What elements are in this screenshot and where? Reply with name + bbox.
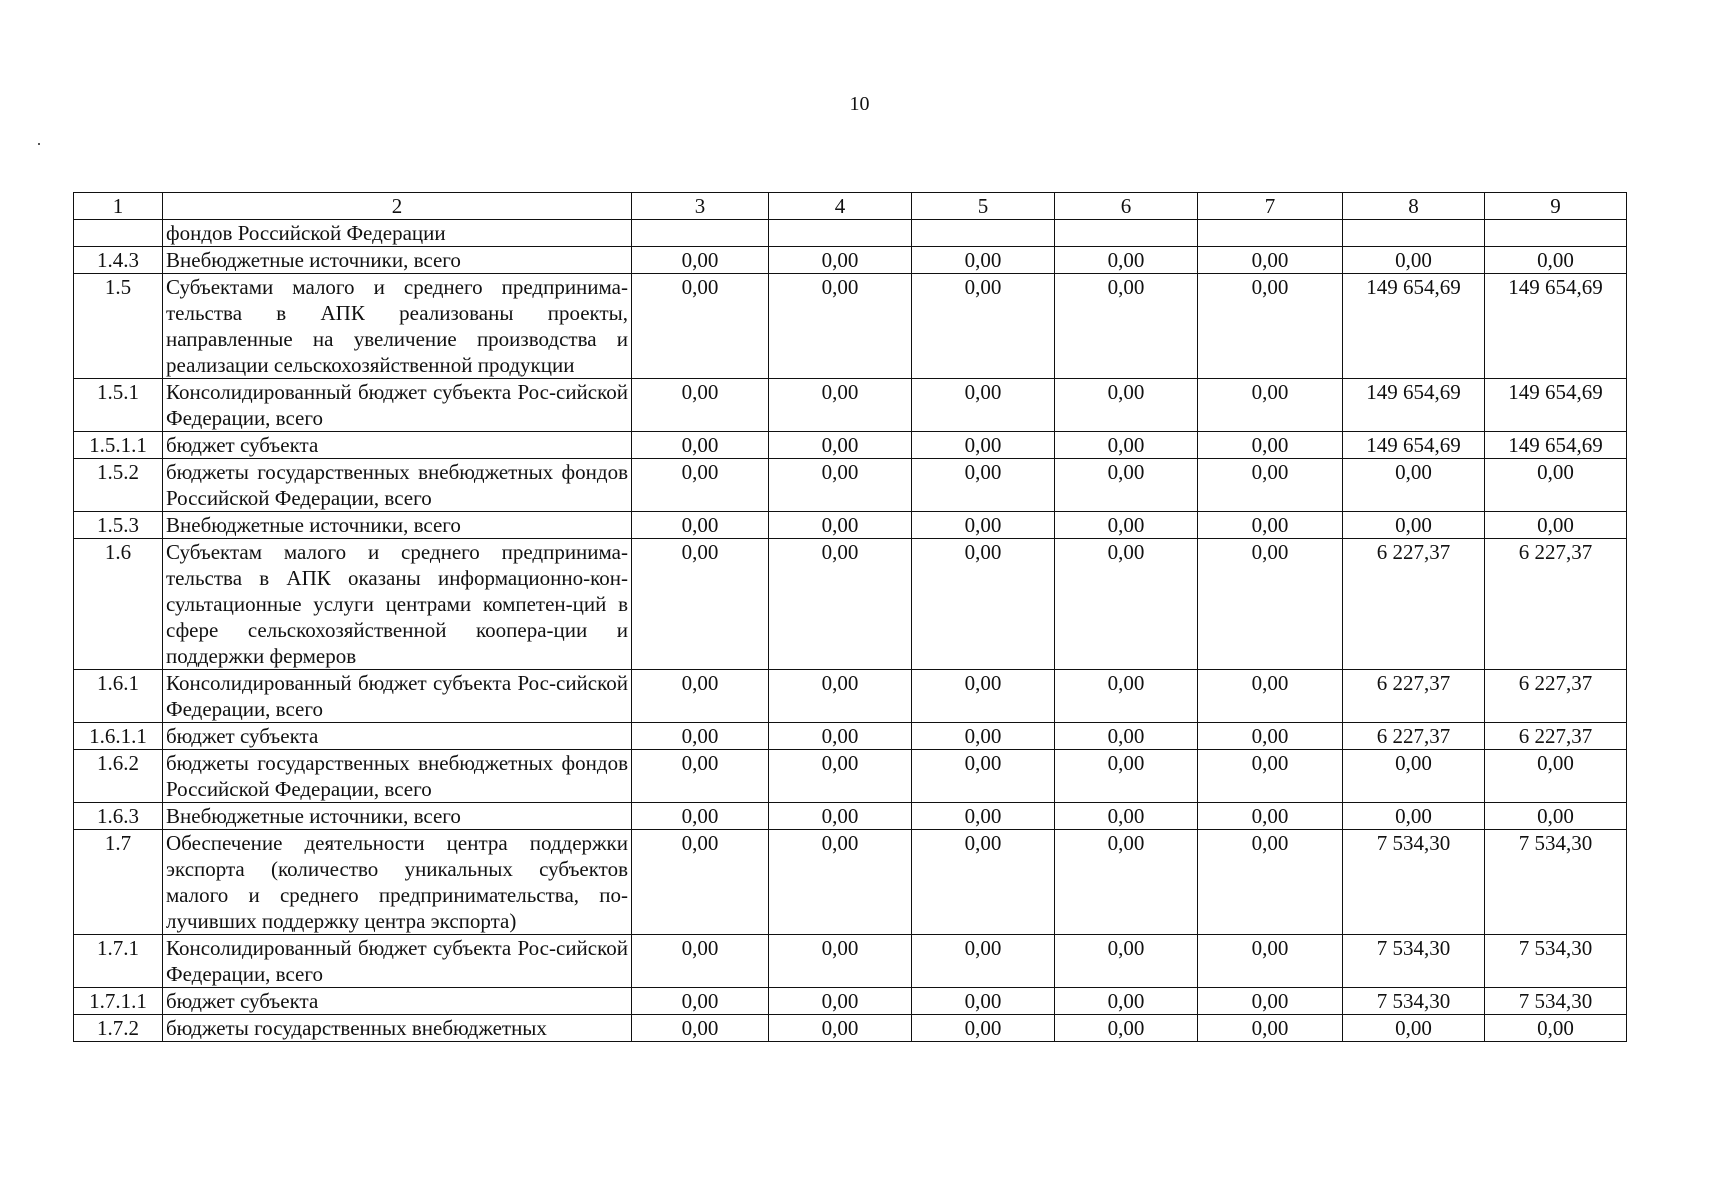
table-row [74, 830, 1627, 935]
value-cell: 0,00 [1485, 1015, 1627, 1042]
value-cell: 0,00 [1055, 459, 1198, 512]
page-number: 10 [849, 93, 870, 115]
value-cell: 6 227,37 [1343, 723, 1485, 750]
table-body [74, 193, 1627, 1042]
value-cell: 6 227,37 [1485, 539, 1627, 670]
row-description: Внебюджетные источники, всего [163, 512, 632, 539]
row-description: Обеспечение деятельности центра поддержки экспорта (количество уникальных субъектов малого и среднего предпринимательства, по-лучивших поддержку центра экспорта) [163, 830, 632, 935]
value-cell: 0,00 [769, 432, 912, 459]
column-header: 8 [1343, 193, 1485, 220]
value-cell: 0,00 [912, 723, 1055, 750]
value-cell: 0,00 [1198, 750, 1343, 803]
value-cell: 0,00 [1485, 512, 1627, 539]
value-cell: 0,00 [632, 512, 769, 539]
row-description: бюджеты государственных внебюджетных фондов Российской Федерации, всего [163, 750, 632, 803]
value-cell: 7 534,30 [1343, 935, 1485, 988]
value-cell: 0,00 [632, 723, 769, 750]
value-cell: 0,00 [1343, 1015, 1485, 1042]
value-cell: 0,00 [769, 670, 912, 723]
value-cell: 0,00 [1055, 750, 1198, 803]
column-header: 4 [769, 193, 912, 220]
value-cell [1485, 220, 1627, 247]
value-cell: 149 654,69 [1343, 274, 1485, 379]
value-cell: 0,00 [1198, 512, 1343, 539]
value-cell: 0,00 [1198, 539, 1343, 670]
value-cell: 0,00 [912, 670, 1055, 723]
value-cell: 0,00 [1055, 723, 1198, 750]
value-cell: 0,00 [1198, 247, 1343, 274]
row-description: бюджет субъекта [163, 432, 632, 459]
value-cell [912, 220, 1055, 247]
row-number: 1.6.1.1 [74, 723, 163, 750]
budget-table [73, 192, 1627, 1042]
value-cell [1198, 220, 1343, 247]
value-cell: 0,00 [912, 247, 1055, 274]
value-cell: 0,00 [769, 539, 912, 670]
value-cell: 0,00 [632, 274, 769, 379]
value-cell: 0,00 [769, 247, 912, 274]
value-cell: 149 654,69 [1485, 432, 1627, 459]
value-cell: 7 534,30 [1343, 830, 1485, 935]
value-cell: 0,00 [912, 988, 1055, 1015]
value-cell: 0,00 [912, 750, 1055, 803]
header-row [74, 193, 1627, 220]
value-cell: 0,00 [1055, 379, 1198, 432]
value-cell: 149 654,69 [1485, 379, 1627, 432]
value-cell: 7 534,30 [1343, 988, 1485, 1015]
value-cell: 0,00 [632, 750, 769, 803]
row-number: 1.6.1 [74, 670, 163, 723]
value-cell: 0,00 [1485, 459, 1627, 512]
value-cell: 0,00 [912, 935, 1055, 988]
value-cell: 0,00 [912, 803, 1055, 830]
value-cell: 0,00 [1055, 935, 1198, 988]
value-cell: 0,00 [632, 379, 769, 432]
value-cell: 0,00 [1055, 670, 1198, 723]
row-description: бюджет субъекта [163, 723, 632, 750]
table-row [74, 1015, 1627, 1042]
row-description: Внебюджетные источники, всего [163, 803, 632, 830]
value-cell: 0,00 [1343, 247, 1485, 274]
table-row [74, 750, 1627, 803]
value-cell: 0,00 [769, 935, 912, 988]
table-row [74, 988, 1627, 1015]
value-cell: 7 534,30 [1485, 935, 1627, 988]
value-cell: 6 227,37 [1485, 723, 1627, 750]
row-number: 1.5.1.1 [74, 432, 163, 459]
row-description: Консолидированный бюджет субъекта Рос-сийской Федерации, всего [163, 935, 632, 988]
value-cell: 0,00 [1198, 803, 1343, 830]
row-number: 1.4.3 [74, 247, 163, 274]
value-cell: 0,00 [769, 274, 912, 379]
value-cell: 0,00 [632, 670, 769, 723]
value-cell: 0,00 [769, 803, 912, 830]
table-row [74, 379, 1627, 432]
value-cell: 6 227,37 [1343, 539, 1485, 670]
table-row [74, 539, 1627, 670]
row-description: фондов Российской Федерации [163, 220, 632, 247]
value-cell: 0,00 [632, 459, 769, 512]
value-cell: 0,00 [1198, 830, 1343, 935]
row-number: 1.6.3 [74, 803, 163, 830]
value-cell: 0,00 [632, 1015, 769, 1042]
column-header: 3 [632, 193, 769, 220]
value-cell: 0,00 [1198, 432, 1343, 459]
value-cell: 0,00 [769, 723, 912, 750]
row-number: 1.5.1 [74, 379, 163, 432]
value-cell: 0,00 [1055, 432, 1198, 459]
value-cell: 0,00 [1343, 803, 1485, 830]
value-cell: 0,00 [1198, 1015, 1343, 1042]
row-description: бюджеты государственных внебюджетных [163, 1015, 632, 1042]
scan-speck [38, 143, 40, 145]
value-cell: 0,00 [1055, 1015, 1198, 1042]
value-cell: 0,00 [912, 379, 1055, 432]
value-cell: 7 534,30 [1485, 830, 1627, 935]
column-header: 6 [1055, 193, 1198, 220]
column-header: 7 [1198, 193, 1343, 220]
value-cell: 0,00 [1343, 512, 1485, 539]
value-cell: 0,00 [1198, 459, 1343, 512]
value-cell: 149 654,69 [1343, 432, 1485, 459]
table-row [74, 459, 1627, 512]
value-cell: 0,00 [1055, 803, 1198, 830]
table-row [74, 247, 1627, 274]
value-cell [632, 220, 769, 247]
value-cell: 0,00 [1485, 247, 1627, 274]
table-row [74, 432, 1627, 459]
value-cell: 0,00 [1055, 247, 1198, 274]
value-cell: 0,00 [632, 803, 769, 830]
value-cell: 0,00 [769, 750, 912, 803]
row-description: Субъектами малого и среднего предпринима-тельства в АПК реализованы проекты, направленные на увеличение производства и реализации сельскохозяйственной продукции [163, 274, 632, 379]
value-cell: 0,00 [632, 247, 769, 274]
column-header: 2 [163, 193, 632, 220]
value-cell: 0,00 [769, 512, 912, 539]
value-cell: 0,00 [1198, 988, 1343, 1015]
value-cell: 0,00 [769, 1015, 912, 1042]
value-cell: 0,00 [1343, 459, 1485, 512]
column-header: 9 [1485, 193, 1627, 220]
value-cell: 6 227,37 [1485, 670, 1627, 723]
row-number: 1.7.2 [74, 1015, 163, 1042]
value-cell: 0,00 [632, 539, 769, 670]
value-cell: 0,00 [632, 935, 769, 988]
row-number [74, 220, 163, 247]
value-cell: 0,00 [1055, 274, 1198, 379]
value-cell: 0,00 [632, 988, 769, 1015]
value-cell: 0,00 [1485, 803, 1627, 830]
value-cell: 0,00 [769, 830, 912, 935]
row-number: 1.7 [74, 830, 163, 935]
value-cell: 0,00 [912, 459, 1055, 512]
value-cell: 0,00 [1485, 750, 1627, 803]
table-row [74, 274, 1627, 379]
row-number: 1.5.3 [74, 512, 163, 539]
value-cell: 0,00 [912, 539, 1055, 670]
row-number: 1.5.2 [74, 459, 163, 512]
value-cell: 0,00 [632, 432, 769, 459]
value-cell: 0,00 [912, 274, 1055, 379]
row-description: Консолидированный бюджет субъекта Рос-сийской Федерации, всего [163, 379, 632, 432]
value-cell: 0,00 [1198, 935, 1343, 988]
value-cell: 0,00 [769, 379, 912, 432]
row-number: 1.5 [74, 274, 163, 379]
value-cell: 0,00 [769, 988, 912, 1015]
value-cell: 0,00 [1198, 670, 1343, 723]
value-cell: 0,00 [912, 512, 1055, 539]
value-cell: 0,00 [1055, 830, 1198, 935]
value-cell: 0,00 [912, 432, 1055, 459]
value-cell [1055, 220, 1198, 247]
value-cell: 6 227,37 [1343, 670, 1485, 723]
row-description: бюджет субъекта [163, 988, 632, 1015]
column-header: 5 [912, 193, 1055, 220]
table-row [74, 220, 1627, 247]
value-cell [769, 220, 912, 247]
value-cell: 0,00 [1055, 539, 1198, 670]
value-cell: 149 654,69 [1343, 379, 1485, 432]
column-header: 1 [74, 193, 163, 220]
row-description: Консолидированный бюджет субъекта Рос-сийской Федерации, всего [163, 670, 632, 723]
value-cell: 0,00 [769, 459, 912, 512]
value-cell: 0,00 [1198, 274, 1343, 379]
table-row [74, 803, 1627, 830]
value-cell: 0,00 [912, 830, 1055, 935]
table-row [74, 723, 1627, 750]
value-cell: 149 654,69 [1485, 274, 1627, 379]
table-row [74, 670, 1627, 723]
row-number: 1.6 [74, 539, 163, 670]
row-number: 1.7.1 [74, 935, 163, 988]
value-cell: 0,00 [1198, 723, 1343, 750]
value-cell [1343, 220, 1485, 247]
table-row [74, 512, 1627, 539]
row-number: 1.6.2 [74, 750, 163, 803]
row-number: 1.7.1.1 [74, 988, 163, 1015]
value-cell: 0,00 [1055, 512, 1198, 539]
value-cell: 0,00 [912, 1015, 1055, 1042]
row-description: Внебюджетные источники, всего [163, 247, 632, 274]
value-cell: 0,00 [1198, 379, 1343, 432]
value-cell: 0,00 [1343, 750, 1485, 803]
row-description: бюджеты государственных внебюджетных фондов Российской Федерации, всего [163, 459, 632, 512]
row-description: Субъектам малого и среднего предпринима-тельства в АПК оказаны информационно-кон-сультационные услуги центрами компетен-ций в сфере сельскохозяйственной коопера-ции и поддержки фермеров [163, 539, 632, 670]
table-row [74, 935, 1627, 988]
value-cell: 0,00 [632, 830, 769, 935]
value-cell: 0,00 [1055, 988, 1198, 1015]
value-cell: 7 534,30 [1485, 988, 1627, 1015]
